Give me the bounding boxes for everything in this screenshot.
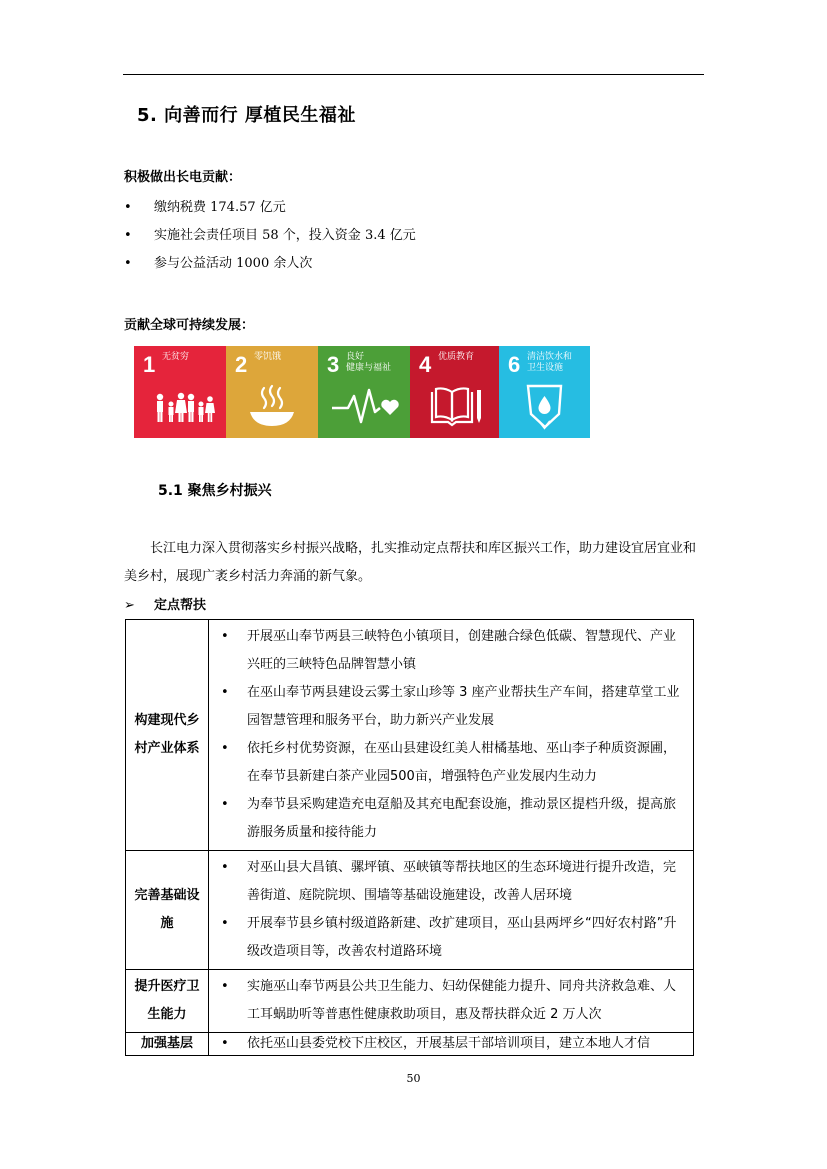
items-cell xyxy=(209,851,694,970)
sdg-goal-2: 2 零饥饿 xyxy=(226,346,318,438)
list-item: • 在巫山奉节两县建设云雾土家山珍等 3 座产业帮扶生产车间，搭建草堂工业园智慧管理和服务平台，助力新兴产业发展 xyxy=(215,679,687,735)
table-row xyxy=(126,970,694,1033)
targeted-assistance-heading: ➢ 定点帮扶 xyxy=(124,598,207,613)
sdg-goal-3: 3 良好 健康与福祉 xyxy=(318,346,410,438)
list-item: • 实施巫山奉节两县公共卫生能力、妇幼保健能力提升、同舟共济救急难、人工耳蜗助听等普惠性健康救助项目，惠及帮扶群众近 2 万人次 xyxy=(215,973,687,1029)
sdg-heading: 贡献全球可持续发展： xyxy=(124,318,255,333)
items-cell xyxy=(209,1033,694,1056)
bullet-icon: • xyxy=(221,797,229,812)
sdg-icon-row xyxy=(134,346,590,438)
list-item: • 为奉节县采购建造充电趸船及其充电配套设施，推动景区提档升级，提高旅游服务质量和接待能力 xyxy=(215,791,687,847)
sdg-goal-4: 4 优质教育 xyxy=(410,346,499,438)
list-item: • 参与公益活动 1000 余人次 xyxy=(124,254,416,282)
bullet-icon: • xyxy=(221,1036,229,1051)
bullet-icon: • xyxy=(124,200,132,215)
category-cell: 加强基层 xyxy=(126,1033,209,1056)
list-item: • 依托乡村优势资源，在巫山县建设红美人柑橘基地、巫山李子种质资源圃，在奉节县新建白茶产业园500亩，增强特色产业发展内生动力 xyxy=(215,735,687,791)
list-item: • 实施社会责任项目 58 个，投入资金 3.4 亿元 xyxy=(124,226,416,254)
bullet-icon: • xyxy=(124,228,132,243)
table-row xyxy=(126,851,694,970)
list-item: • 开展巫山奉节两县三峡特色小镇项目，创建融合绿色低碳、智慧现代、产业兴旺的三峡特色品牌智慧小镇 xyxy=(215,623,687,679)
bullet-icon: • xyxy=(221,916,229,931)
category-cell: 提升医疗卫生能力 xyxy=(126,970,209,1033)
bullet-icon: • xyxy=(221,629,229,644)
intro-paragraph: 长江电力深入贯彻落实乡村振兴战略，扎实推动定点帮扶和库区振兴工作，助力建设宜居宜业和美乡村，展现广袤乡村活力奔涌的新气象。 xyxy=(124,541,697,584)
header-rule xyxy=(123,74,704,75)
bullet-icon: • xyxy=(221,979,229,994)
bullet-icon: • xyxy=(221,685,229,700)
table-row xyxy=(126,620,694,851)
list-item: • 依托巫山县委党校下庄校区，开展基层干部培训项目，建立本地人才信 xyxy=(215,1033,687,1055)
list-item: • 开展奉节县乡镇村级道路新建、改扩建项目，巫山县两坪乡“四好农村路”升级改造项目等，改善农村道路环境 xyxy=(215,910,687,966)
contribution-heading: 积极做出长电贡献： xyxy=(124,170,242,185)
table-row xyxy=(126,1033,694,1056)
items-cell xyxy=(209,620,694,851)
list-item: • 缴纳税费 174.57 亿元 xyxy=(124,198,416,226)
contribution-list xyxy=(124,198,416,282)
arrow-bullet-icon: ➢ xyxy=(124,598,135,613)
bullet-icon: • xyxy=(221,741,229,756)
sdg-goal-1: 1 无贫穷 xyxy=(134,346,226,438)
assistance-table xyxy=(125,619,694,1056)
subsection-title: 5.1 聚焦乡村振兴 xyxy=(158,483,272,499)
section-title: 5. 向善而行 厚植民生福祉 xyxy=(137,105,356,126)
bullet-icon: • xyxy=(221,860,229,875)
category-cell: 构建现代乡村产业体系 xyxy=(126,620,209,851)
list-item: • 对巫山县大昌镇、骡坪镇、巫峡镇等帮扶地区的生态环境进行提升改造，完善街道、庭院院坝、围墙等基础设施建设，改善人居环境 xyxy=(215,854,687,910)
bullet-icon: • xyxy=(124,256,132,271)
items-cell xyxy=(209,970,694,1033)
sdg-goal-6: 6 清洁饮水和 卫生设施 xyxy=(499,346,590,438)
page-number: 50 xyxy=(406,1072,421,1085)
category-cell: 完善基础设施 xyxy=(126,851,209,970)
